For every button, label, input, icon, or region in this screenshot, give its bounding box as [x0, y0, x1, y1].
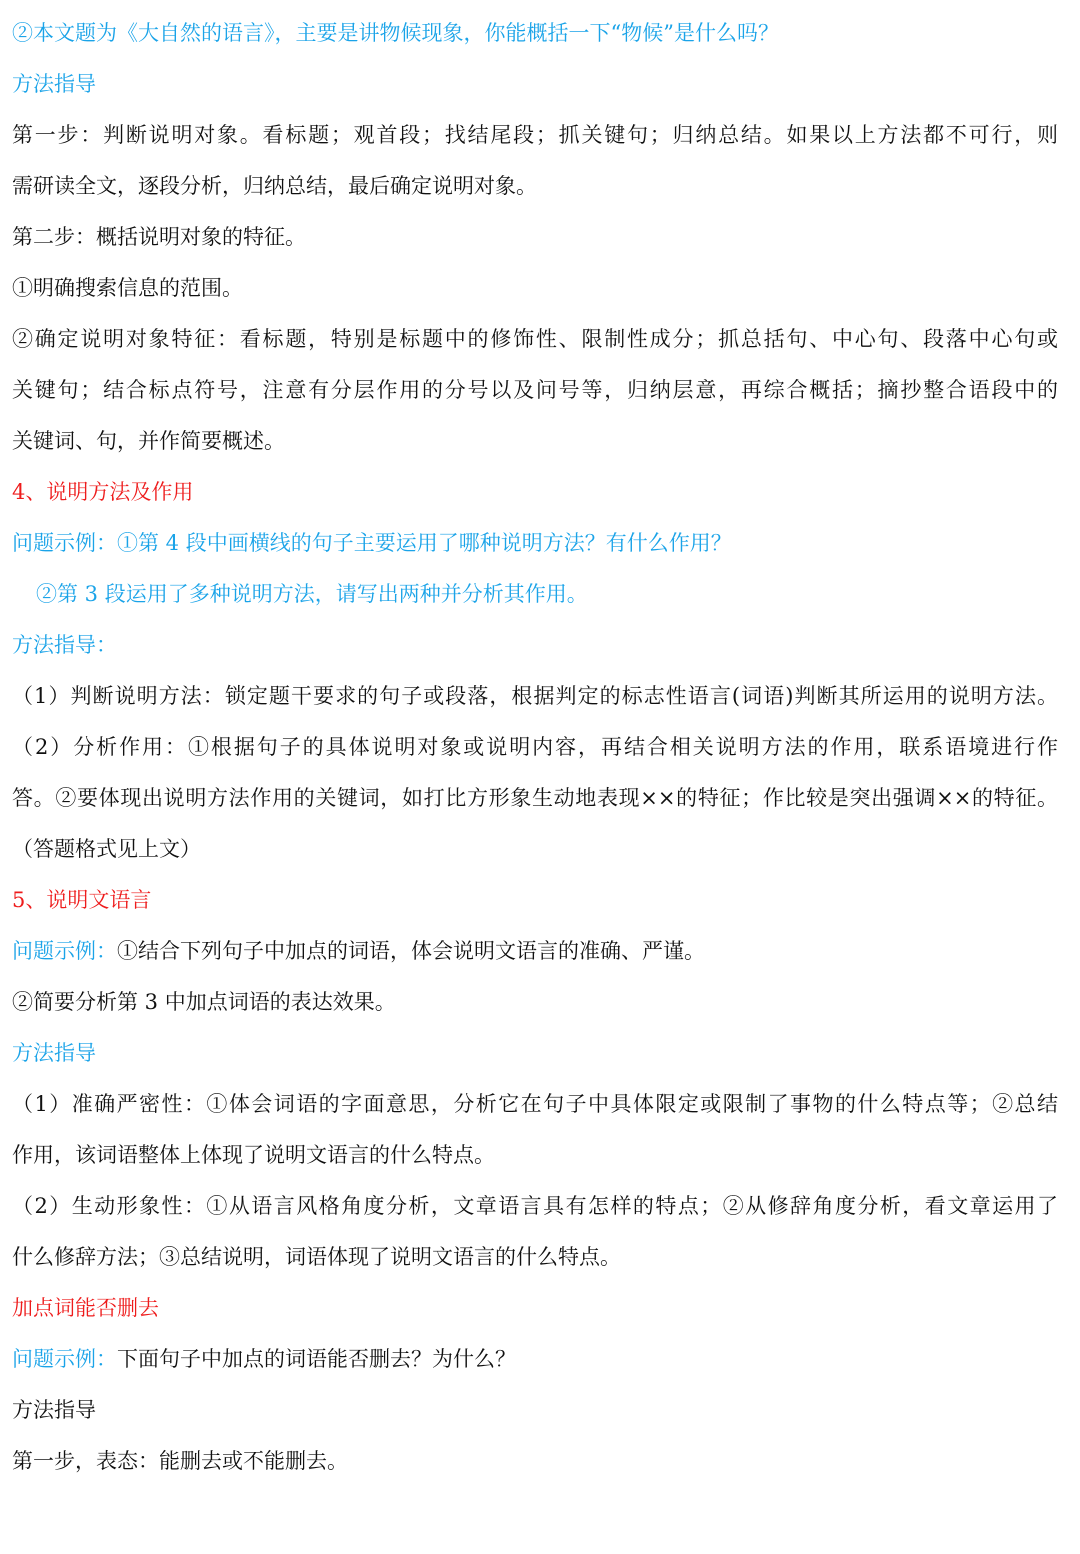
text-line: 关键词、句，并作简要概述。	[12, 429, 285, 453]
text-line: （2）生动形象性：①从语言风格角度分析，文章语言具有怎样的特点；②从修辞角度分析，看文章运用了	[12, 1194, 1058, 1218]
text-line: 问题示例：①第 4 段中画横线的句子主要运用了哪种说明方法？有什么作用？	[12, 531, 732, 555]
text-line: 作用，该词语整体上体现了说明文语言的什么特点。	[12, 1143, 495, 1167]
text-line: ②本文题为《大自然的语言》，主要是讲物候现象，你能概括一下“物候”是什么吗？	[12, 21, 779, 45]
text-line: 答。②要体现出说明方法作用的关键词，如打比方形象生动地表现××的特征；作比较是突出强调××的特征。	[12, 786, 1058, 810]
text-line	[12, 926, 1058, 977]
text-line: ②简要分析第 3 中加点词语的表达效果。	[12, 990, 396, 1014]
text-line: 第一步，表态：能删去或不能删去。	[12, 1449, 348, 1473]
text-segment: ①结合下列句子中加点的词语，体会说明文语言的准确、严谨。	[117, 939, 705, 963]
text-line: 第二步：概括说明对象的特征。	[12, 225, 306, 249]
text-line: 方法指导	[12, 1041, 96, 1065]
text-line: 方法指导	[12, 72, 96, 96]
text-line: （2）分析作用：①根据句子的具体说明对象或说明内容，再结合相关说明方法的作用，联系语境进行作	[12, 735, 1058, 759]
text-line: ①明确搜索信息的范围。	[12, 276, 243, 300]
text-line: （1）判断说明方法：锁定题干要求的句子或段落，根据判定的标志性语言(词语)判断其所运用的说明方法。	[12, 684, 1058, 708]
text-line: （1）准确严密性：①体会词语的字面意思，分析它在句子中具体限定或限制了事物的什么特点等；②总结	[12, 1092, 1058, 1116]
text-segment: 问题示例：	[12, 939, 117, 963]
text-segment: 下面句子中加点的词语能否删去？为什么？	[117, 1347, 516, 1371]
text-line: 方法指导	[12, 1398, 96, 1422]
text-line: 4、说明方法及作用	[12, 480, 194, 504]
text-segment: 问题示例：	[12, 1347, 117, 1371]
text-line: 加点词能否删去	[12, 1296, 159, 1320]
text-line: （答题格式见上文）	[12, 837, 201, 861]
text-line: ②第 3 段运用了多种说明方法，请写出两种并分析其作用。	[36, 582, 588, 606]
text-line: 什么修辞方法；③总结说明，词语体现了说明文语言的什么特点。	[12, 1245, 621, 1269]
text-line: ②确定说明对象特征：看标题，特别是标题中的修饰性、限制性成分；抓总括句、中心句、段落中心句或	[12, 327, 1058, 351]
text-line: 关键句；结合标点符号，注意有分层作用的分号以及问号等，归纳层意，再综合概括；摘抄整合语段中的	[12, 378, 1058, 402]
text-line: 第一步：判断说明对象。看标题；观首段；找结尾段；抓关键句；归纳总结。如果以上方法都不可行，则	[12, 123, 1058, 147]
text-line: 需研读全文，逐段分析，归纳总结，最后确定说明对象。	[12, 174, 537, 198]
text-line	[12, 1334, 1058, 1385]
text-line: 5、说明文语言	[12, 888, 152, 912]
text-line: 方法指导：	[12, 633, 117, 657]
